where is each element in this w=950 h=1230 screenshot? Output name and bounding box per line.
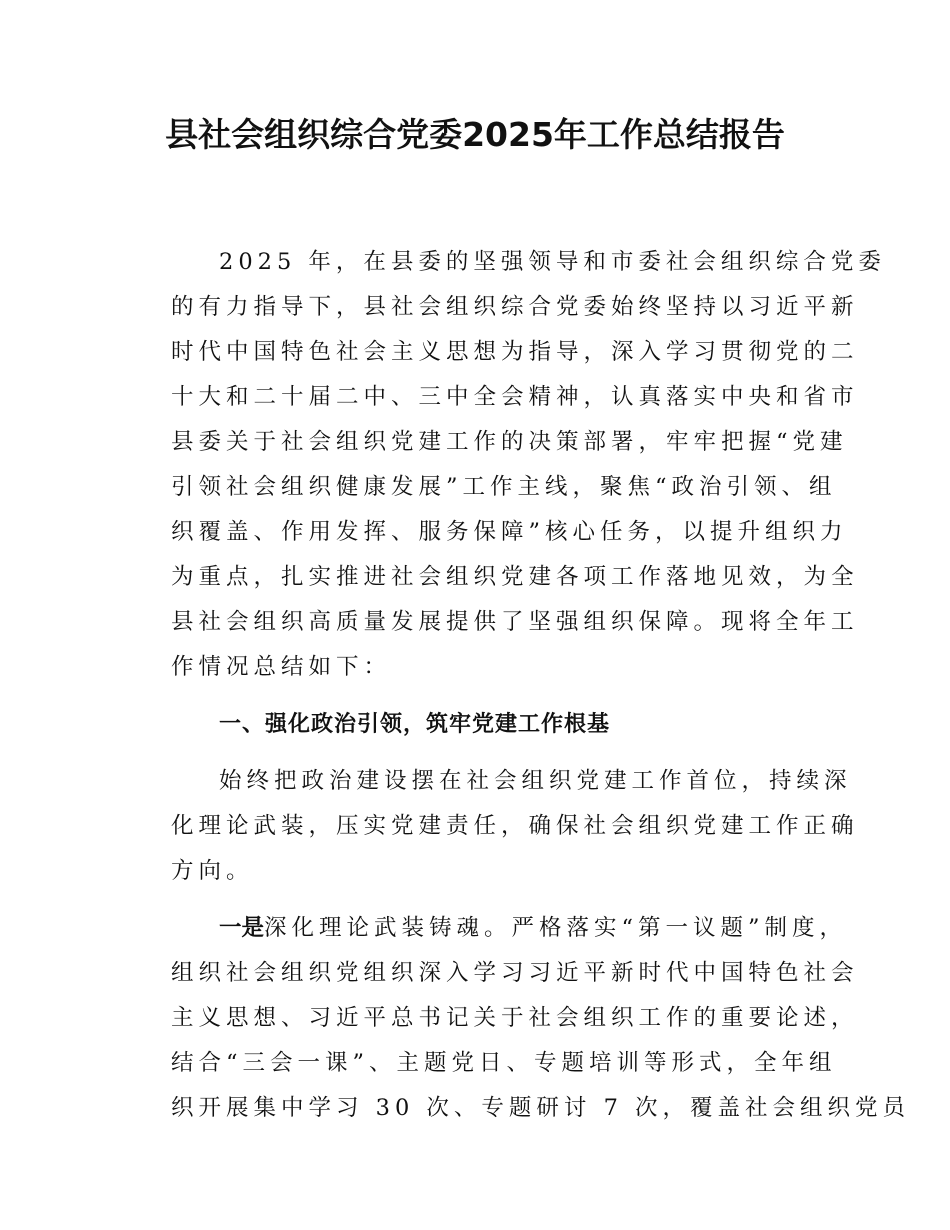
point-lead: 一是 bbox=[219, 915, 265, 941]
paragraph-line: 时代中国特色社会主义思想为指导，深入学习贯彻党的二 bbox=[171, 339, 859, 365]
paragraph-line: 方向。 bbox=[171, 858, 254, 884]
document-title: 县社会组织综合党委2025年工作总结报告 bbox=[165, 115, 785, 154]
paragraph-line: 十大和二十届二中、三中全会精神，认真落实中央和省市 bbox=[171, 384, 859, 410]
paragraph-line: 的有力指导下，县社会组织综合党委始终坚持以习近平新 bbox=[171, 294, 859, 320]
paragraph-line: 结合“三会一课”、主题党日、专题培训等形式，全年组 bbox=[171, 1050, 837, 1076]
paragraph-line: 织开展集中学习 30 次、专题研讨 7 次，覆盖社会组织党员 bbox=[171, 1095, 911, 1121]
point-one-paragraph bbox=[171, 906, 911, 1131]
paragraph-line: 县委关于社会组织党建工作的决策部署，牢牢把握“党建 bbox=[171, 429, 848, 455]
intro-paragraph bbox=[171, 240, 886, 690]
paragraph-line: 作情况总结如下： bbox=[171, 654, 392, 680]
paragraph-line: 引领社会组织健康发展”工作主线，聚焦“政治引领、组 bbox=[171, 474, 837, 500]
point-text: 深化理论武装铸魂。严格落实“第一议题”制度， bbox=[264, 915, 848, 941]
paragraph-line: 2025 年，在县委的坚强领导和市委社会组织综合党委 bbox=[219, 249, 886, 275]
section-summary-paragraph bbox=[171, 759, 859, 894]
document-body bbox=[171, 240, 911, 1131]
paragraph-line: 为重点，扎实推进社会组织党建各项工作落地见效，为全 bbox=[171, 564, 859, 590]
paragraph-line: 化理论武装，压实党建责任，确保社会组织党建工作正确 bbox=[171, 813, 859, 839]
paragraph-line: 组织社会组织党组织深入学习习近平新时代中国特色社会 bbox=[171, 960, 859, 986]
paragraph-line: 主义思想、习近平总书记关于社会组织工作的重要论述， bbox=[171, 1005, 859, 1031]
paragraph-line: 县社会组织高质量发展提供了坚强组织保障。现将全年工 bbox=[171, 609, 859, 635]
paragraph-line: 始终把政治建设摆在社会组织党建工作首位，持续深 bbox=[219, 768, 852, 794]
paragraph-line: 织覆盖、作用发挥、服务保障”核心任务，以提升组织力 bbox=[171, 519, 848, 545]
section-heading: 一、强化政治引领，筑牢党建工作根基 bbox=[219, 712, 611, 737]
paragraph-line bbox=[171, 906, 848, 951]
